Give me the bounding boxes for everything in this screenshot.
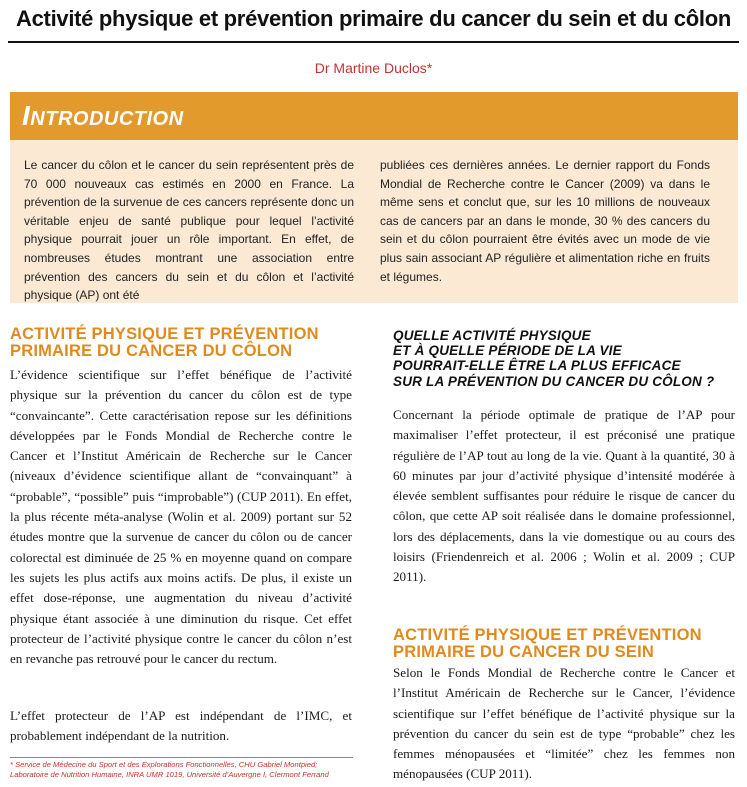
- section-sein-paragraph-1: Selon le Fonds Mondial de Recherche contre le Cancer et l’Institut Américain de Recherche sur le Cancer, l’évidence scientifique sur l’effet bénéfique de l’activité physique sur la prévention du cancer du sein est de type “probable” chez les femmes ménopausées et “limitée” chez les femmes non ménopausées (CUP 2011).: [393, 665, 735, 782]
- section-sein-heading-line2: PRIMAIRE DU CANCER DU SEIN: [393, 643, 654, 661]
- section-colon-paragraph-2: L’effet protecteur de l’AP est indépendant de l’IMC, et probablement indépendant de la nutrition.: [10, 708, 352, 744]
- section-sein-heading-line1: ACTIVITÉ PHYSIQUE ET PRÉVENTION: [393, 626, 702, 644]
- section-colon-paragraph-1: L’évidence scientifique sur l’effet bénéfique de l’activité physique sur la prévention du cancer du côlon est de type “convaincante”. Cette caractérisation repose sur les définitions développées par le Fonds Mondial de Recherche contre le Cancer et l’Institut Américain de Recherche sur le Cancer (niveaux d’évidence scientifique allant de “convainquant” à “probable”, “possible” puis “improbable”) (CUP 2011). En effet, la plus récente méta-analyse (Wolin et al. 2009) portant sur 52 études montre que la survenue de cancer du côlon ou de cancer colorectal est diminuée de 25 % en moyenne quand on compare les sujets les plus actifs aux moins actifs. De plus, il existe un effet dose-réponse, une augmentation du niveau d’activité physique étant associée à une diminution du risque. Cet effet protecteur de l’activité physique contre le cancer du côlon n’est en revanche pas retrouvé pour le cancer du rectum.: [10, 367, 352, 667]
- page-title: Activité physique et prévention primaire du cancer du sein et du côlon: [16, 6, 731, 31]
- section-quelle-heading-line2: ET À QUELLE PÉRIODE DE LA VIE: [393, 343, 622, 359]
- section-colon-heading-line2: PRIMAIRE DU CANCER DU CÔLON: [10, 342, 293, 360]
- introduction-text-col2: publiées ces dernières années. Le dernier rapport du Fonds Mondial de Recherche contre le Cancer (2009) va dans le même sens et conclut que, sur les 10 millions de nouveaux cas de cancers par an dans le monde, 30 % des cancers du sein et du côlon pourraient être évités avec un mode de vie plus sain associant AP régulière et alimentation riche en fruits et légumes.: [380, 158, 710, 284]
- footnote-divider: [10, 757, 353, 758]
- introduction-banner: [10, 92, 738, 140]
- section-quelle-heading-line3: POURRAIT-ELLE ÊTRE LA PLUS EFFICACE: [393, 358, 681, 374]
- author-line: Dr Martine Duclos*: [314, 60, 433, 76]
- footnote-line1: * Service de Médecine du Sport et des Explorations Fonctionnelles, CHU Gabriel Montpied;: [10, 760, 318, 769]
- footnote-line2: Laboratoire de Nutrition Humaine, INRA UMR 1019, Université d’Auvergne I, Clermont Ferrand: [10, 770, 329, 779]
- section-colon-heading-line1: ACTIVITÉ PHYSIQUE ET PRÉVENTION: [10, 325, 319, 343]
- section-sein-heading: [393, 627, 702, 661]
- section-quelle-heading: [393, 328, 714, 389]
- section-quelle-heading-line1: QUELLE ACTIVITÉ PHYSIQUE: [393, 328, 591, 343]
- title-divider: [8, 41, 739, 43]
- introduction-heading: Introduction: [22, 100, 184, 131]
- section-colon-heading: [10, 326, 319, 360]
- section-quelle-heading-line4: SUR LA PRÉVENTION DU CANCER DU CÔLON ?: [393, 373, 715, 389]
- introduction-text-col1: Le cancer du côlon et le cancer du sein représentent près de 70 000 nouveaux cas estimés en 2000 en France. La prévention de la survenue de ces cancers représente donc un véritable enjeu de santé publique pour lequel l’activité physique pourrait jouer un rôle important. En effet, de nombreuses études montrant une association entre prévention des cancers du sein et du côlon et l’activité physique (AP) ont été: [24, 158, 354, 303]
- footnote: [10, 760, 355, 780]
- introduction-box: [10, 140, 738, 303]
- section-quelle-paragraph-1: Concernant la période optimale de pratique de l’AP pour maximaliser l’effet protecteur, il est préconisé une pratique régulière de l’AP tout au long de la vie. Quant à la quantité, 30 à 60 minutes par jour d’activité physique d’intensité modérée à élevée semblent suffisantes pour réduire le risque de cancer du côlon, que cette AP soit réalisée dans le domaine professionnel, lors des déplacements, dans la vie domestique ou au cours des loisirs (Friendenreich et al. 2006 ; Wolin et al. 2009 ; CUP 2011).: [393, 407, 735, 585]
